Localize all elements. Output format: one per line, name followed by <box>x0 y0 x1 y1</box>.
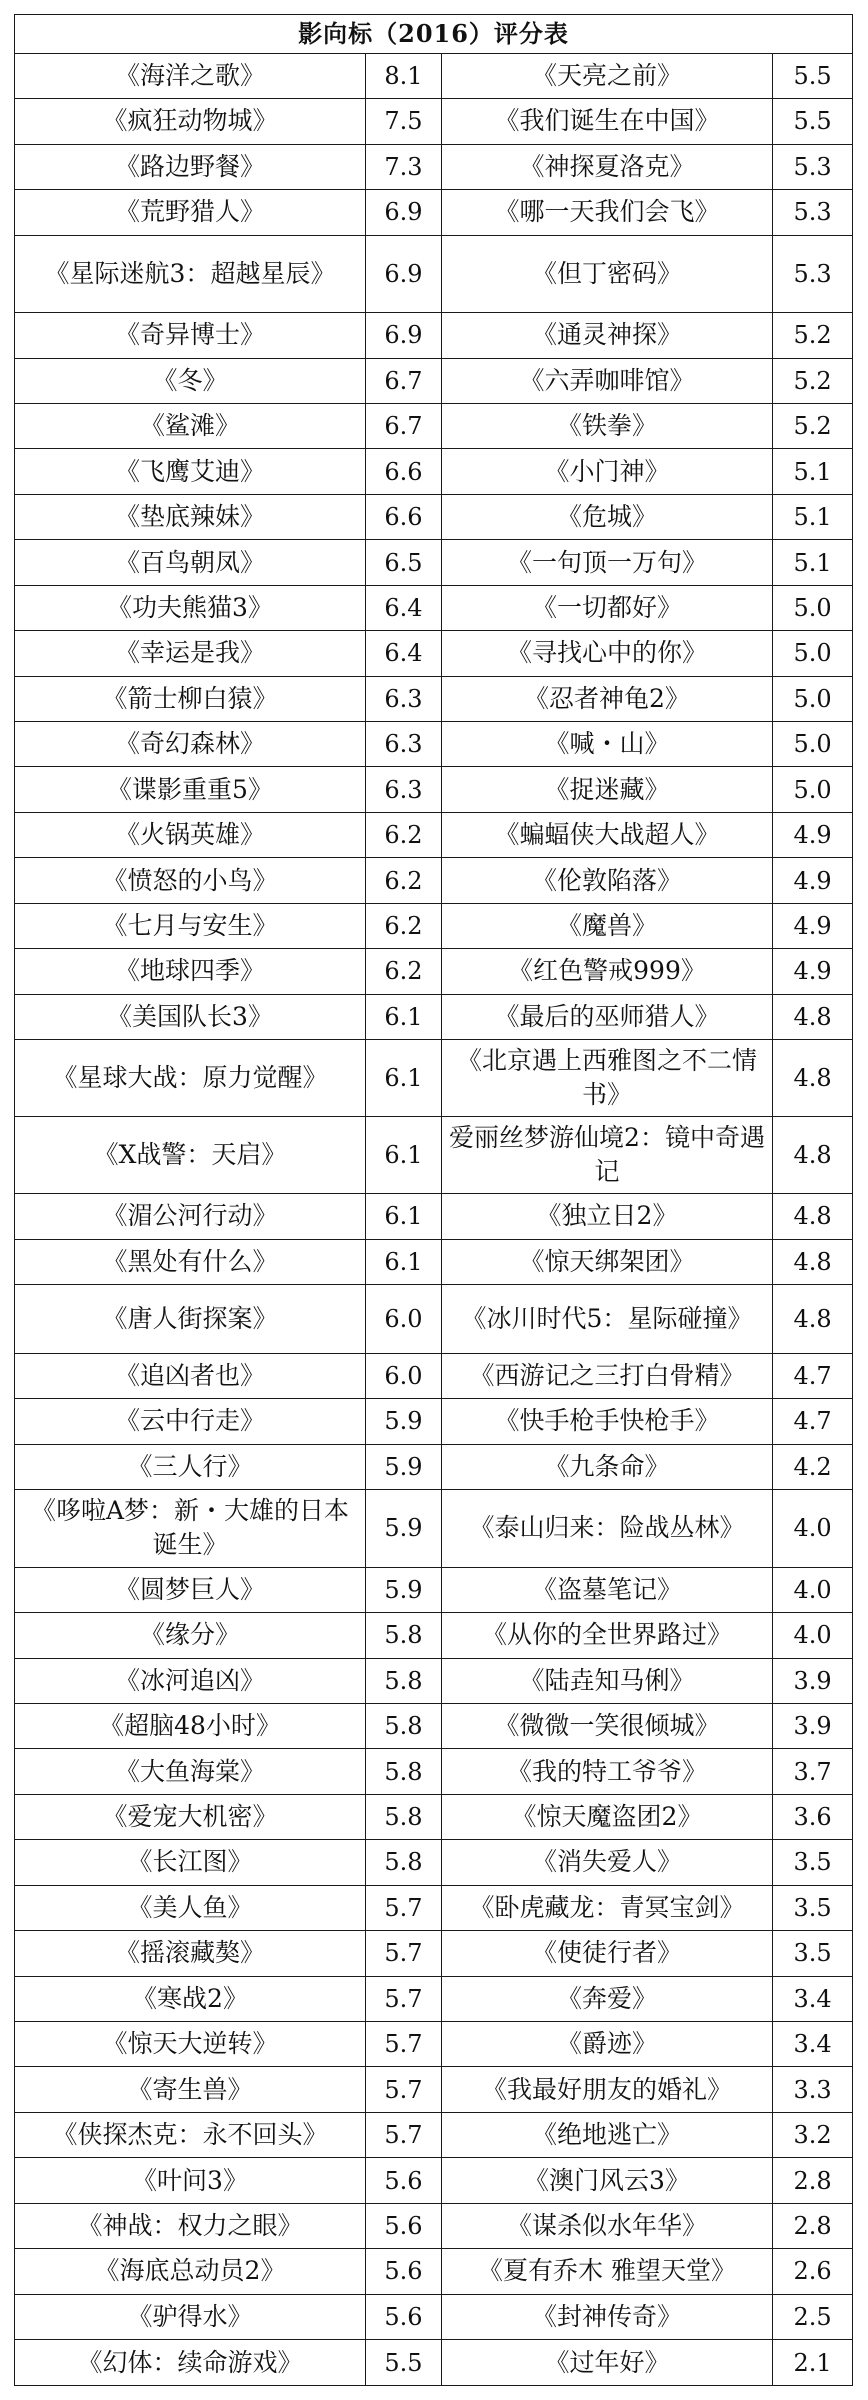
right-movie-score: 5.3 <box>773 144 853 189</box>
right-movie-title: 《神探夏洛克》 <box>442 144 773 189</box>
table-row <box>15 449 853 494</box>
table-row <box>15 494 853 539</box>
right-movie-title: 《天亮之前》 <box>442 53 773 98</box>
table-row <box>15 2158 853 2203</box>
left-movie-title: 《圆梦巨人》 <box>15 1567 366 1612</box>
right-movie-title: 《我最好朋友的婚礼》 <box>442 2067 773 2112</box>
left-movie-title: 《X战警：天启》 <box>15 1116 366 1194</box>
right-movie-title: 《谋杀似水年华》 <box>442 2203 773 2248</box>
right-movie-score: 4.8 <box>773 1040 853 1116</box>
left-movie-score: 6.5 <box>366 540 442 585</box>
left-movie-title: 《冰河追凶》 <box>15 1658 366 1703</box>
left-movie-score: 5.8 <box>366 1794 442 1839</box>
right-movie-score: 4.8 <box>773 1116 853 1194</box>
left-movie-score: 6.2 <box>366 949 442 994</box>
right-movie-score: 5.3 <box>773 235 853 313</box>
right-movie-score: 3.4 <box>773 1976 853 2021</box>
right-movie-title: 《独立日2》 <box>442 1194 773 1239</box>
right-movie-title: 《通灵神探》 <box>442 313 773 358</box>
left-movie-title: 《荒野猎人》 <box>15 190 366 235</box>
table-title: 影向标（2016）评分表 <box>15 15 853 54</box>
right-movie-score: 3.4 <box>773 2022 853 2067</box>
left-movie-score: 5.7 <box>366 1885 442 1930</box>
table-row <box>15 1658 853 1703</box>
right-movie-score: 5.1 <box>773 449 853 494</box>
left-movie-title: 《百鸟朝凤》 <box>15 540 366 585</box>
left-movie-title: 《谍影重重5》 <box>15 767 366 812</box>
right-movie-title: 《澳门风云3》 <box>442 2158 773 2203</box>
left-movie-title: 《愤怒的小鸟》 <box>15 858 366 903</box>
right-movie-score: 3.7 <box>773 1749 853 1794</box>
right-movie-title: 《消失爱人》 <box>442 1840 773 1885</box>
left-movie-title: 《超脑48小时》 <box>15 1703 366 1748</box>
table-row <box>15 1885 853 1930</box>
left-movie-title: 《云中行走》 <box>15 1399 366 1444</box>
left-movie-title: 《哆啦A梦：新・大雄的日本诞生》 <box>15 1490 366 1568</box>
table-row <box>15 1399 853 1444</box>
left-movie-score: 5.8 <box>366 1703 442 1748</box>
left-movie-score: 6.1 <box>366 1116 442 1194</box>
left-movie-title: 《箭士柳白猿》 <box>15 676 366 721</box>
table-row <box>15 1794 853 1839</box>
left-movie-title: 《冬》 <box>15 358 366 403</box>
right-movie-title: 《泰山归来：险战丛林》 <box>442 1490 773 1568</box>
left-movie-title: 《驴得水》 <box>15 2294 366 2339</box>
left-movie-title: 《湄公河行动》 <box>15 1194 366 1239</box>
table-row <box>15 1840 853 1885</box>
right-movie-score: 4.8 <box>773 1239 853 1284</box>
right-movie-score: 2.1 <box>773 2340 853 2386</box>
right-movie-title: 《微微一笑很倾城》 <box>442 1703 773 1748</box>
left-movie-title: 《七月与安生》 <box>15 903 366 948</box>
table-row <box>15 1749 853 1794</box>
table-row <box>15 403 853 448</box>
right-movie-title: 《冰川时代5：星际碰撞》 <box>442 1285 773 1354</box>
table-row <box>15 812 853 857</box>
left-movie-score: 6.1 <box>366 1040 442 1116</box>
table-row <box>15 313 853 358</box>
right-movie-title: 《但丁密码》 <box>442 235 773 313</box>
right-movie-title: 《小门神》 <box>442 449 773 494</box>
table-row <box>15 2294 853 2339</box>
right-movie-title: 《忍者神龟2》 <box>442 676 773 721</box>
left-movie-score: 6.6 <box>366 449 442 494</box>
right-movie-title: 《北京遇上西雅图之不二情书》 <box>442 1040 773 1116</box>
right-movie-score: 4.9 <box>773 858 853 903</box>
left-movie-score: 6.1 <box>366 994 442 1039</box>
right-movie-title: 《封神传奇》 <box>442 2294 773 2339</box>
left-movie-title: 《垫底辣妹》 <box>15 494 366 539</box>
right-movie-score: 5.0 <box>773 767 853 812</box>
left-movie-title: 《惊天大逆转》 <box>15 2022 366 2067</box>
left-movie-title: 《飞鹰艾迪》 <box>15 449 366 494</box>
table-row <box>15 358 853 403</box>
table-row <box>15 1703 853 1748</box>
table-row <box>15 1567 853 1612</box>
table-row <box>15 2203 853 2248</box>
table-row <box>15 722 853 767</box>
table-row <box>15 631 853 676</box>
table-row <box>15 767 853 812</box>
right-movie-score: 5.2 <box>773 313 853 358</box>
right-movie-score: 3.5 <box>773 1840 853 1885</box>
left-movie-title: 《三人行》 <box>15 1444 366 1489</box>
right-movie-title: 《卧虎藏龙：青冥宝剑》 <box>442 1885 773 1930</box>
right-movie-title: 《西游记之三打白骨精》 <box>442 1353 773 1398</box>
right-movie-title: 《快手枪手快枪手》 <box>442 1399 773 1444</box>
table-row <box>15 1444 853 1489</box>
left-movie-title: 《爱宠大机密》 <box>15 1794 366 1839</box>
right-movie-score: 2.5 <box>773 2294 853 2339</box>
table-row <box>15 949 853 994</box>
right-movie-score: 4.9 <box>773 812 853 857</box>
left-movie-title: 《追凶者也》 <box>15 1353 366 1398</box>
table-row <box>15 2112 853 2157</box>
table-row <box>15 1490 853 1568</box>
left-movie-score: 5.9 <box>366 1444 442 1489</box>
right-movie-title: 《最后的巫师猎人》 <box>442 994 773 1039</box>
right-movie-score: 4.2 <box>773 1444 853 1489</box>
right-movie-score: 5.0 <box>773 585 853 630</box>
right-movie-title: 《魔兽》 <box>442 903 773 948</box>
right-movie-score: 4.8 <box>773 1194 853 1239</box>
left-movie-score: 6.4 <box>366 585 442 630</box>
left-movie-score: 5.6 <box>366 2249 442 2294</box>
left-movie-score: 5.9 <box>366 1399 442 1444</box>
right-movie-score: 3.9 <box>773 1658 853 1703</box>
table-row <box>15 858 853 903</box>
left-movie-title: 《幻体：续命游戏》 <box>15 2340 366 2386</box>
left-movie-score: 8.1 <box>366 53 442 98</box>
table-row <box>15 1239 853 1284</box>
right-movie-title: 《铁拳》 <box>442 403 773 448</box>
left-movie-title: 《神战：权力之眼》 <box>15 2203 366 2248</box>
table-row <box>15 676 853 721</box>
left-movie-score: 6.7 <box>366 358 442 403</box>
table-row <box>15 1040 853 1116</box>
left-movie-title: 《大鱼海棠》 <box>15 1749 366 1794</box>
right-movie-score: 3.5 <box>773 1885 853 1930</box>
right-movie-score: 5.0 <box>773 676 853 721</box>
left-movie-score: 6.6 <box>366 494 442 539</box>
right-movie-score: 4.7 <box>773 1353 853 1398</box>
left-movie-title: 《寄生兽》 <box>15 2067 366 2112</box>
right-movie-title: 《夏有乔木 雅望天堂》 <box>442 2249 773 2294</box>
left-movie-score: 6.1 <box>366 1194 442 1239</box>
table-row <box>15 2249 853 2294</box>
left-movie-title: 《黑处有什么》 <box>15 1239 366 1284</box>
left-movie-score: 6.3 <box>366 722 442 767</box>
right-movie-score: 3.9 <box>773 1703 853 1748</box>
left-movie-score: 6.3 <box>366 676 442 721</box>
left-movie-score: 6.2 <box>366 858 442 903</box>
right-movie-score: 5.2 <box>773 403 853 448</box>
right-movie-score: 5.0 <box>773 631 853 676</box>
table-row <box>15 585 853 630</box>
right-movie-score: 5.5 <box>773 53 853 98</box>
right-movie-title: 《蝙蝠侠大战超人》 <box>442 812 773 857</box>
right-movie-score: 4.9 <box>773 903 853 948</box>
left-movie-score: 6.3 <box>366 767 442 812</box>
table-row <box>15 2022 853 2067</box>
rating-table <box>14 14 853 2386</box>
right-movie-score: 3.3 <box>773 2067 853 2112</box>
left-movie-title: 《鲨滩》 <box>15 403 366 448</box>
left-movie-score: 6.9 <box>366 190 442 235</box>
right-movie-title: 《一句顶一万句》 <box>442 540 773 585</box>
right-movie-score: 4.0 <box>773 1567 853 1612</box>
right-movie-title: 《九条命》 <box>442 1444 773 1489</box>
right-movie-score: 2.8 <box>773 2158 853 2203</box>
table-row <box>15 144 853 189</box>
table-row <box>15 540 853 585</box>
left-movie-score: 5.9 <box>366 1567 442 1612</box>
left-movie-title: 《海洋之歌》 <box>15 53 366 98</box>
left-movie-score: 5.5 <box>366 2340 442 2386</box>
left-movie-score: 5.6 <box>366 2203 442 2248</box>
right-movie-title: 《我们诞生在中国》 <box>442 99 773 144</box>
right-movie-title: 《哪一天我们会飞》 <box>442 190 773 235</box>
right-movie-score: 4.7 <box>773 1399 853 1444</box>
left-movie-title: 《星球大战：原力觉醒》 <box>15 1040 366 1116</box>
right-movie-score: 5.3 <box>773 190 853 235</box>
left-movie-score: 6.2 <box>366 812 442 857</box>
left-movie-score: 5.6 <box>366 2294 442 2339</box>
table-row <box>15 99 853 144</box>
left-movie-score: 6.2 <box>366 903 442 948</box>
left-movie-score: 6.9 <box>366 235 442 313</box>
left-movie-score: 5.7 <box>366 1976 442 2021</box>
left-movie-score: 5.7 <box>366 2112 442 2157</box>
right-movie-score: 4.9 <box>773 949 853 994</box>
table-row <box>15 1194 853 1239</box>
right-movie-score: 4.8 <box>773 994 853 1039</box>
left-movie-score: 7.5 <box>366 99 442 144</box>
left-movie-title: 《唐人街探案》 <box>15 1285 366 1354</box>
left-movie-score: 5.7 <box>366 2022 442 2067</box>
table-row <box>15 2340 853 2386</box>
right-movie-title: 《惊天绑架团》 <box>442 1239 773 1284</box>
left-movie-title: 《幸运是我》 <box>15 631 366 676</box>
left-movie-score: 5.8 <box>366 1658 442 1703</box>
right-movie-score: 3.5 <box>773 1931 853 1976</box>
right-movie-title: 《从你的全世界路过》 <box>442 1613 773 1658</box>
table-row <box>15 2067 853 2112</box>
right-movie-score: 2.8 <box>773 2203 853 2248</box>
table-row <box>15 190 853 235</box>
rating-table-body <box>15 15 853 2386</box>
left-movie-title: 《地球四季》 <box>15 949 366 994</box>
left-movie-title: 《侠探杰克：永不回头》 <box>15 2112 366 2157</box>
left-movie-title: 《美人鱼》 <box>15 1885 366 1930</box>
right-movie-title: 《爵迹》 <box>442 2022 773 2067</box>
table-row <box>15 903 853 948</box>
table-row <box>15 1976 853 2021</box>
left-movie-score: 6.1 <box>366 1239 442 1284</box>
left-movie-score: 5.8 <box>366 1749 442 1794</box>
right-movie-title: 《一切都好》 <box>442 585 773 630</box>
left-movie-title: 《海底总动员2》 <box>15 2249 366 2294</box>
left-movie-title: 《奇幻森林》 <box>15 722 366 767</box>
right-movie-title: 《伦敦陷落》 <box>442 858 773 903</box>
left-movie-title: 《奇异博士》 <box>15 313 366 358</box>
right-movie-title: 《过年好》 <box>442 2340 773 2386</box>
right-movie-score: 3.6 <box>773 1794 853 1839</box>
right-movie-title: 《我的特工爷爷》 <box>442 1749 773 1794</box>
table-row <box>15 53 853 98</box>
left-movie-title: 《寒战2》 <box>15 1976 366 2021</box>
right-movie-score: 3.2 <box>773 2112 853 2157</box>
left-movie-title: 《缘分》 <box>15 1613 366 1658</box>
right-movie-title: 《危城》 <box>442 494 773 539</box>
right-movie-score: 5.0 <box>773 722 853 767</box>
right-movie-title: 《喊・山》 <box>442 722 773 767</box>
left-movie-score: 5.7 <box>366 2067 442 2112</box>
title-row <box>15 15 853 54</box>
left-movie-title: 《火锅英雄》 <box>15 812 366 857</box>
left-movie-title: 《美国队长3》 <box>15 994 366 1039</box>
left-movie-title: 《疯狂动物城》 <box>15 99 366 144</box>
table-row <box>15 994 853 1039</box>
left-movie-score: 6.7 <box>366 403 442 448</box>
left-movie-score: 7.3 <box>366 144 442 189</box>
right-movie-title: 《盗墓笔记》 <box>442 1567 773 1612</box>
left-movie-title: 《叶问3》 <box>15 2158 366 2203</box>
right-movie-title: 《寻找心中的你》 <box>442 631 773 676</box>
left-movie-title: 《长江图》 <box>15 1840 366 1885</box>
right-movie-title: 《使徒行者》 <box>442 1931 773 1976</box>
right-movie-title: 《捉迷藏》 <box>442 767 773 812</box>
left-movie-score: 6.0 <box>366 1285 442 1354</box>
right-movie-score: 4.8 <box>773 1285 853 1354</box>
left-movie-score: 5.9 <box>366 1490 442 1568</box>
left-movie-score: 6.4 <box>366 631 442 676</box>
left-movie-score: 5.6 <box>366 2158 442 2203</box>
left-movie-score: 6.9 <box>366 313 442 358</box>
right-movie-score: 5.1 <box>773 494 853 539</box>
table-row <box>15 1116 853 1194</box>
left-movie-score: 5.7 <box>366 1931 442 1976</box>
table-row <box>15 1931 853 1976</box>
left-movie-title: 《路边野餐》 <box>15 144 366 189</box>
right-movie-title: 《陆垚知马俐》 <box>442 1658 773 1703</box>
left-movie-score: 5.8 <box>366 1840 442 1885</box>
right-movie-title: 《奔爱》 <box>442 1976 773 2021</box>
left-movie-title: 《摇滚藏獒》 <box>15 1931 366 1976</box>
left-movie-score: 5.8 <box>366 1613 442 1658</box>
table-row <box>15 1613 853 1658</box>
right-movie-title: 爱丽丝梦游仙境2：镜中奇遇记 <box>442 1116 773 1194</box>
right-movie-score: 5.5 <box>773 99 853 144</box>
right-movie-score: 4.0 <box>773 1490 853 1568</box>
right-movie-score: 4.0 <box>773 1613 853 1658</box>
right-movie-title: 《六弄咖啡馆》 <box>442 358 773 403</box>
right-movie-title: 《惊天魔盗团2》 <box>442 1794 773 1839</box>
left-movie-title: 《功夫熊猫3》 <box>15 585 366 630</box>
right-movie-score: 2.6 <box>773 2249 853 2294</box>
table-row <box>15 235 853 313</box>
right-movie-score: 5.2 <box>773 358 853 403</box>
left-movie-score: 6.0 <box>366 1353 442 1398</box>
right-movie-title: 《红色警戒999》 <box>442 949 773 994</box>
right-movie-score: 5.1 <box>773 540 853 585</box>
table-row <box>15 1285 853 1354</box>
right-movie-title: 《绝地逃亡》 <box>442 2112 773 2157</box>
table-row <box>15 1353 853 1398</box>
left-movie-title: 《星际迷航3：超越星辰》 <box>15 235 366 313</box>
